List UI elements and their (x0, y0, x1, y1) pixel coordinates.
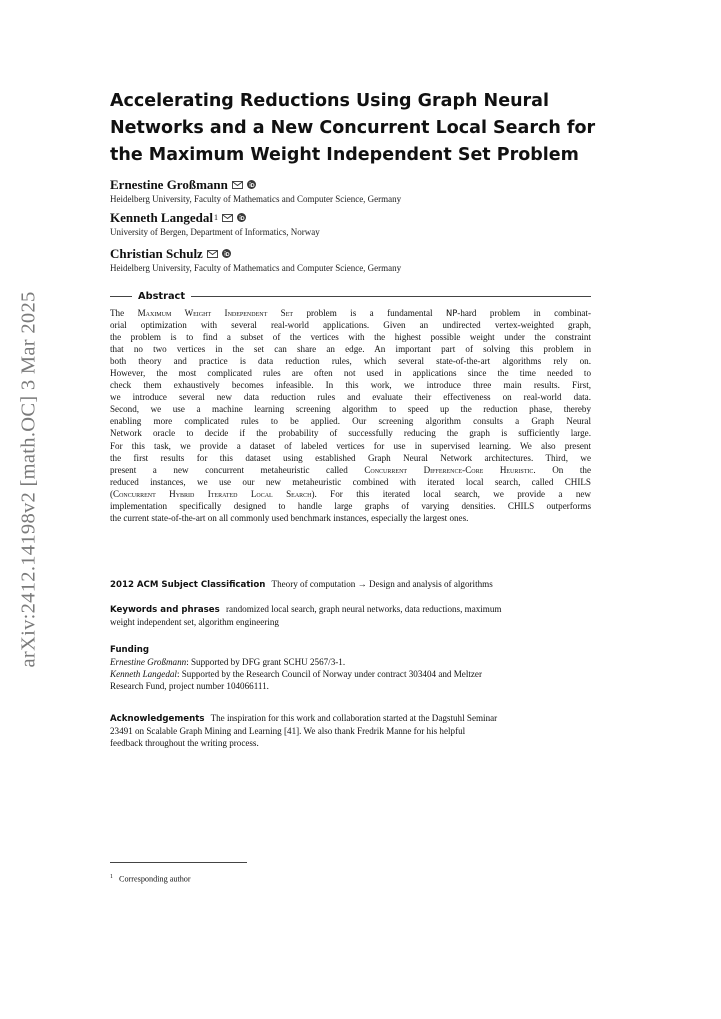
abstract-line (110, 440, 591, 452)
author-block (110, 210, 591, 238)
keywords-line: weight independent set, algorithm engineering (110, 617, 279, 628)
abstract-text: the current state-of-the-art on all commonly used benchmark instances, especially the largest ones. (110, 512, 469, 523)
author-name-row (110, 210, 591, 226)
author-name: Ernestine Großmann (110, 177, 228, 192)
funding-text: : Supported by DFG grant SCHU 2567/3-1. (186, 657, 346, 668)
paper-title (110, 88, 610, 169)
orcid-icon[interactable] (237, 210, 246, 226)
acknowledgements-line: The inspiration for this work and collaboration started at the Dagstuhl Seminar (210, 713, 498, 723)
funding-text: Research Fund, project number 104066111. (110, 681, 269, 692)
funding-label: Funding (110, 645, 150, 655)
abstract-text: we introduce several new data reduction rules and evaluate their effectiveness on real-world data. (110, 392, 591, 403)
author-block (110, 177, 591, 205)
arxiv-identifier: arXiv:2412.14198v2 [math.OC] 3 Mar 2025 (17, 290, 40, 668)
orcid-icon[interactable] (222, 246, 231, 262)
abstract-line (110, 391, 591, 403)
abstract-text: . On the (533, 464, 592, 475)
funding-text: : Supported by the Research Council of Norway under contract 303404 and Meltzer (176, 669, 482, 680)
abstract-small-caps: Concurrent Hybrid Iterated Local Search (113, 488, 312, 499)
author-affiliation: Heidelberg University, Faculty of Mathematics and Computer Science, Germany (110, 194, 402, 204)
abstract-line (110, 415, 591, 427)
abstract-text: problem is a fundamental (293, 308, 446, 318)
acknowledgements (110, 712, 591, 749)
abstract-line (110, 367, 591, 379)
abstract-text: the first results for this dataset using established Graph Neural Network architectures. Third, we (110, 452, 591, 463)
author-name-row (110, 246, 591, 262)
author-name-row (110, 177, 591, 193)
abstract-body (110, 307, 591, 524)
abstract-text: enabling more complicated rules to be applied. Our screening algorithm consults a Graph Neural (110, 416, 591, 427)
abstract-line (110, 476, 591, 488)
keywords-line: randomized local search, graph neural networks, data reductions, maximum (226, 604, 502, 614)
abstract-text: However, the most complicated rules are often not used in applications since the time needed to (110, 368, 591, 379)
author-name: Christian Schulz (110, 246, 203, 261)
acm-label: 2012 ACM Subject Classification (110, 580, 266, 590)
author-block (110, 246, 591, 274)
title-line: the Maximum Weight Independent Set Problem (110, 145, 579, 165)
footnote-rule (110, 862, 247, 863)
footnote (110, 872, 191, 885)
abstract-text: the problem is to find a subset of the vertices with the highest possible weight under the constraint (110, 332, 591, 343)
orcid-icon[interactable] (247, 177, 256, 193)
abstract-text: implementation specifically designed to handle large graphs of varying densities. CHILS outperforms (110, 500, 591, 511)
footnote-text: Corresponding author (119, 874, 191, 884)
abstract-line (110, 452, 591, 464)
abstract-line (110, 500, 591, 512)
funding-name: Kenneth Langedal (110, 669, 177, 680)
funding-name: Ernestine Großmann (110, 657, 187, 668)
author-affiliation: University of Bergen, Department of Informatics, Norway (110, 227, 320, 237)
funding-entry (110, 656, 591, 668)
envelope-icon[interactable] (222, 210, 233, 226)
keywords (110, 603, 591, 628)
title-line: Accelerating Reductions Using Graph Neural (110, 91, 549, 111)
abstract-line (110, 355, 591, 367)
abstract-line (110, 488, 591, 500)
abstract-line (110, 343, 591, 355)
acknowledgements-label: Acknowledgements (110, 714, 205, 724)
abstract-line (110, 403, 591, 415)
abstract-small-caps: Concurrent Difference-Core Heuristic (364, 464, 534, 475)
abstract-text: ). For this iterated local search, we provide a new (311, 488, 591, 499)
abstract-text: both theory and practice is data reduction rules, which several state-of-the-art algorithms rely on. (110, 356, 591, 367)
abstract-line (110, 379, 591, 391)
title-line: Networks and a New Concurrent Local Search for (110, 118, 596, 138)
abstract-line (110, 331, 591, 343)
acknowledgements-line: feedback throughout the writing process. (110, 738, 259, 749)
abstract-text: present a new concurrent metaheuristic called (110, 464, 365, 475)
abstract-text: reduced instances, we use our new metaheuristic combined with iterated local search, called CHILS (110, 476, 591, 487)
abstract-text: that no two vertices in the set can share an edge. An important part of solving this problem in (110, 344, 591, 355)
acm-classification (110, 578, 591, 591)
author-affiliation: Heidelberg University, Faculty of Mathematics and Computer Science, Germany (110, 263, 402, 273)
funding (110, 644, 591, 692)
abstract-line (110, 307, 591, 319)
abstract-rule-left (110, 296, 132, 297)
acknowledgements-line: 23491 on Scalable Graph Mining and Learning [41]. We also thank Fredrik Manne for his helpful (110, 726, 466, 737)
abstract-text: -hard problem in combinat- (457, 308, 591, 318)
abstract-text: Network oracle to decide if the probability of successfully reducing the graph is sufficiently large. (110, 428, 591, 439)
abstract-line (110, 427, 591, 439)
envelope-icon[interactable] (207, 246, 218, 262)
abstract-text: The (110, 308, 138, 318)
abstract-small-caps: Maximum Weight Independent Set (137, 308, 294, 318)
footnote-number: 1 (110, 874, 113, 880)
keywords-label: Keywords and phrases (110, 605, 220, 615)
funding-entry (110, 668, 591, 680)
author-name: Kenneth Langedal (110, 210, 213, 225)
abstract-line (110, 464, 591, 476)
abstract-heading-row (110, 291, 591, 302)
envelope-icon[interactable] (232, 177, 243, 193)
abstract-line (110, 512, 591, 524)
arxiv-side-stamp (12, 290, 46, 668)
abstract-heading: Abstract (138, 291, 186, 302)
abstract-line (110, 319, 591, 331)
abstract-text: Second, we use a machine learning screening algorithm to speed up the reduction phase, thereby (110, 404, 591, 415)
abstract-text: check them exhaustively becomes infeasible. In this work, we introduce three main results. First, (110, 380, 591, 391)
abstract-text: ( (110, 488, 114, 499)
complexity-class: NP (445, 308, 458, 318)
abstract-rule-right (191, 296, 591, 297)
abstract-text: For this task, we provide a dataset of labeled vertices for use in supervised learning. We also present (110, 440, 591, 451)
acm-text: Theory of computation → Design and analysis of algorithms (271, 579, 493, 589)
footnote-mark[interactable]: 1 (213, 213, 218, 222)
abstract-text: orial optimization with several real-world applications. Given an undirected vertex-weighted graph, (110, 320, 591, 331)
